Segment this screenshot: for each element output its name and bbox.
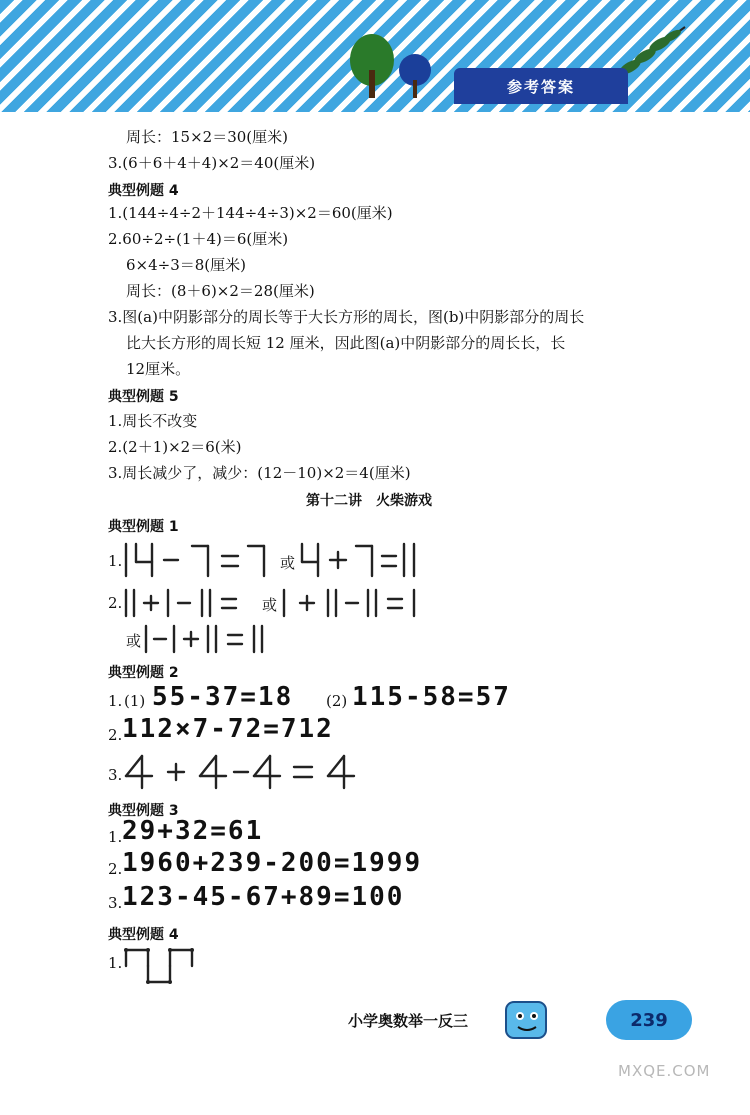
match-equation: 115-58=57: [352, 682, 511, 712]
question-number: 3.: [108, 766, 123, 784]
matchstick-equation: [122, 540, 272, 580]
text-line: 3.周长减少了，减少：(12－10)×2＝4(厘米): [108, 464, 411, 482]
text-line: 3.(6＋6＋4＋4)×2＝40(厘米): [108, 154, 316, 172]
text-line: 周长：(8＋6)×2＝28(厘米): [126, 282, 315, 300]
section-heading: 典型例题 2: [108, 665, 179, 681]
match-equation: 55-37=18: [152, 682, 294, 712]
text-line: 12厘米。: [126, 360, 191, 378]
text-line: 1.(144÷4÷2＋144÷4÷3)×2＝60(厘米): [108, 204, 393, 222]
text-line: 周长：15×2＝30(厘米): [126, 128, 288, 146]
question-number: 1.: [108, 692, 123, 710]
mascot-icon: [500, 996, 554, 1044]
matchstick-equation: [298, 540, 428, 580]
text-line: 2.(2＋1)×2＝6(米): [108, 438, 242, 456]
match-equation: 112×7-72=712: [122, 714, 334, 744]
matchstick-equation: [122, 586, 272, 620]
text-line: 比大长方形的周长短 12 厘米，因此图(a)中阴影部分的周长长，长: [126, 334, 566, 352]
or-label: 或: [280, 554, 296, 572]
tree-icon: [340, 30, 440, 100]
match-equation: 29+32=61: [122, 816, 264, 846]
text-line: 1.周长不改变: [108, 412, 198, 430]
matchstick-equation: [122, 752, 372, 792]
part-label: (2): [326, 692, 348, 710]
section-heading: 典型例题 4: [108, 183, 179, 199]
part-label: (1): [124, 692, 146, 710]
section-heading: 典型例题 1: [108, 519, 179, 535]
question-number: 2.: [108, 594, 123, 612]
match-equation: 1960+239-200=1999: [122, 848, 423, 878]
or-label: 或: [126, 632, 142, 650]
question-number: 2.: [108, 860, 123, 878]
section-heading: 典型例题 3: [108, 803, 179, 819]
answer-tab: 参考答案: [454, 68, 628, 104]
page-number: 239: [606, 1000, 692, 1040]
match-equation: 123-45-67+89=100: [122, 882, 405, 912]
question-number: 2.: [108, 726, 123, 744]
matchstick-equation: [280, 586, 440, 620]
watermark: MXQE.COM: [618, 1062, 711, 1080]
matchstick-equation: [142, 622, 282, 656]
book-title: 小学奥数举一反三: [348, 1012, 469, 1030]
text-line: 3.图(a)中阴影部分的周长等于大长方形的周长，图(b)中阴影部分的周长: [108, 308, 585, 326]
text-line: 2.60÷2÷(1＋4)＝6(厘米): [108, 230, 289, 248]
or-label: 或: [262, 596, 278, 614]
section-heading: 典型例题 5: [108, 389, 179, 405]
question-number: 3.: [108, 894, 123, 912]
question-number: 1.: [108, 828, 123, 846]
section-title: 第十二讲 火柴游戏: [306, 493, 432, 509]
question-number: 1.: [108, 954, 123, 972]
header-banner: [0, 0, 750, 112]
text-line: 6×4÷3＝8(厘米): [126, 256, 247, 274]
matchstick-figure: [120, 944, 200, 988]
section-heading: 典型例题 4: [108, 927, 179, 943]
question-number: 1.: [108, 552, 123, 570]
